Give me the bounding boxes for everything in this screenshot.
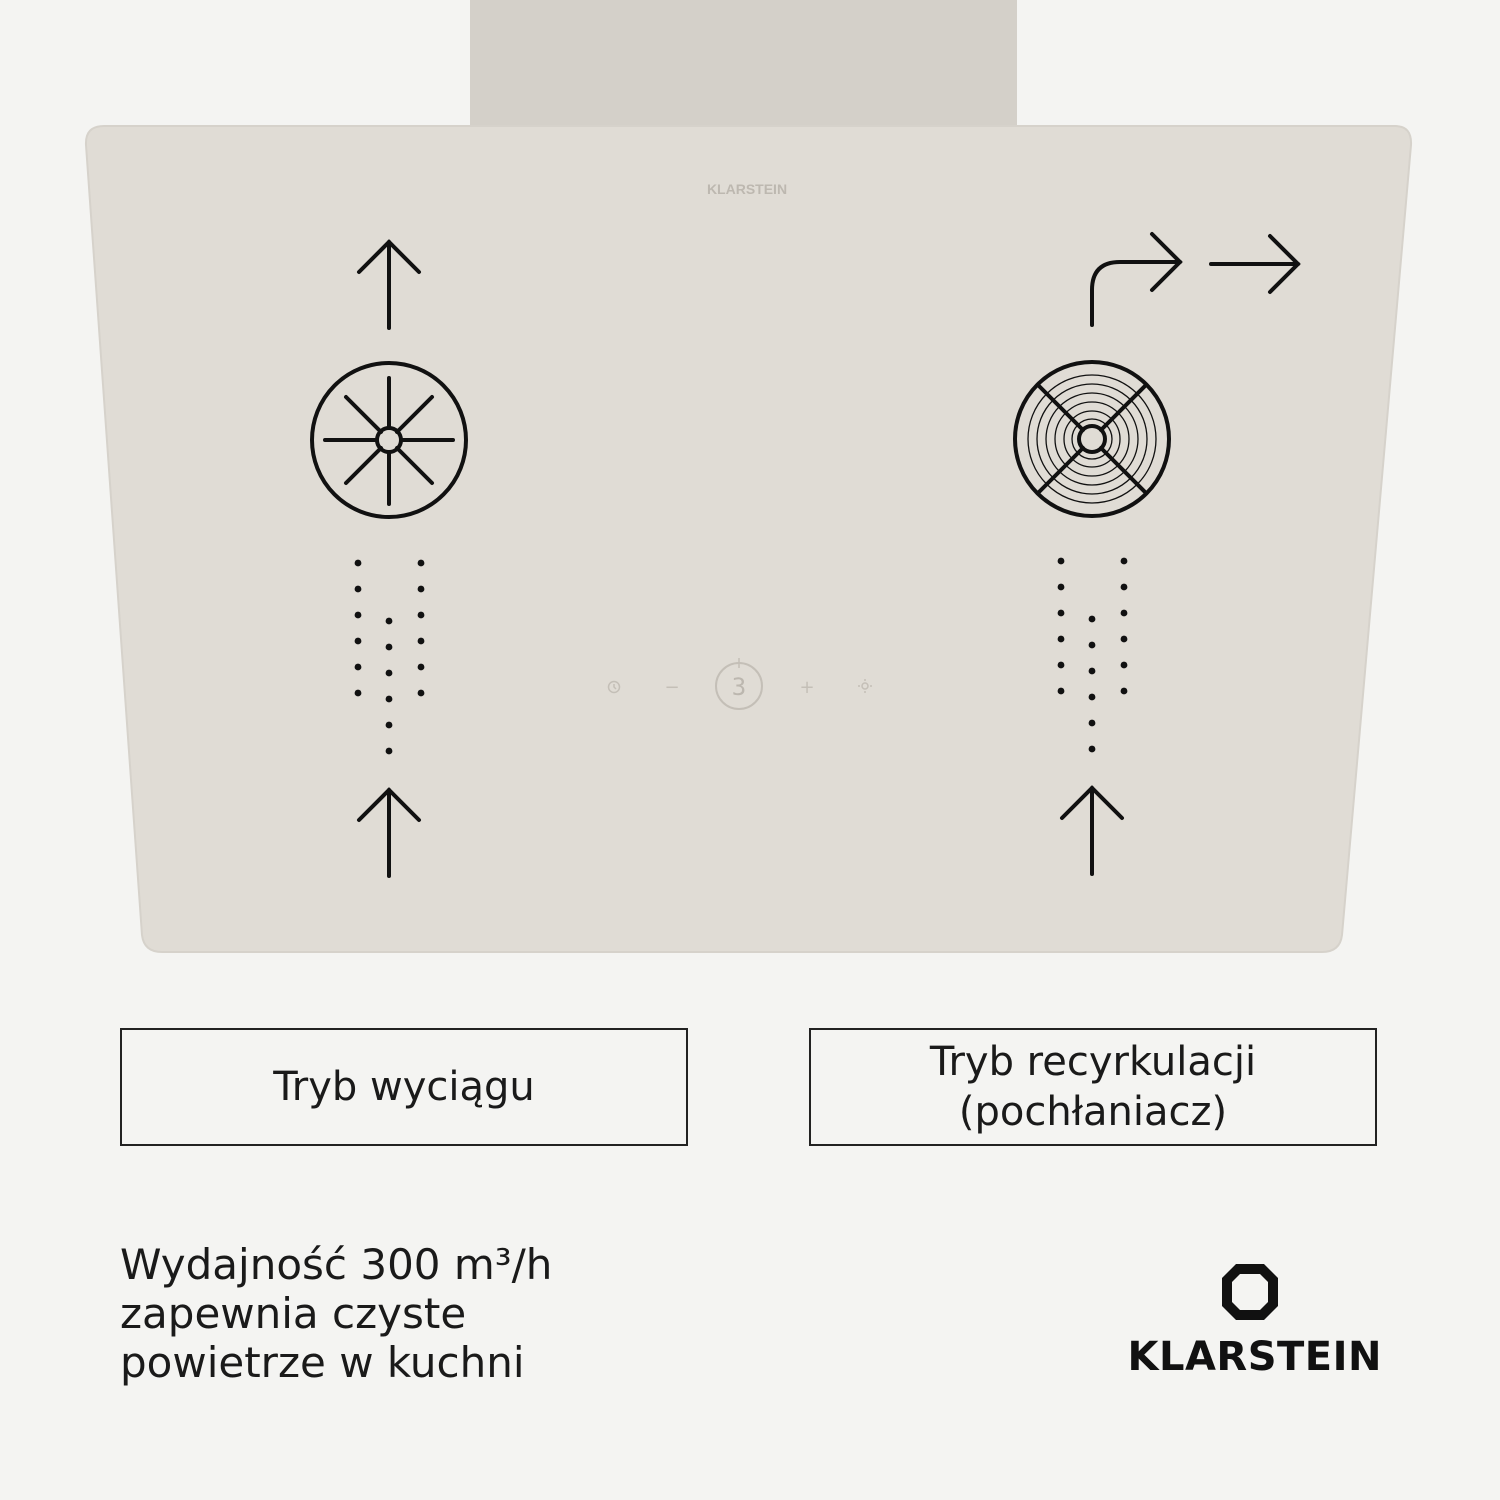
extraction-mode-label-box <box>120 1028 688 1146</box>
tagline-line-1: Wydajność 300 m³/h <box>120 1240 553 1289</box>
airflow-dot <box>1089 642 1096 649</box>
airflow-dot <box>386 696 393 703</box>
airflow-dot <box>386 722 393 729</box>
airflow-dot <box>1058 558 1065 565</box>
airflow-dot <box>386 748 393 755</box>
brand-block <box>1120 1262 1390 1392</box>
fan-level-value: 3 <box>731 673 747 701</box>
airflow-dot <box>418 560 425 567</box>
airflow-dot <box>1121 610 1128 617</box>
hood-chimney <box>470 0 1017 132</box>
airflow-dot <box>1121 688 1128 695</box>
airflow-dot <box>1058 610 1065 617</box>
hood-glass-panel <box>86 126 1411 952</box>
tagline-line-2: zapewnia czyste <box>120 1289 467 1338</box>
airflow-dot <box>386 670 393 677</box>
airflow-dot <box>386 644 393 651</box>
airflow-dot <box>418 612 425 619</box>
airflow-dot <box>1089 694 1096 701</box>
airflow-dot <box>1121 558 1128 565</box>
airflow-dot <box>1089 720 1096 727</box>
airflow-dot <box>418 586 425 593</box>
extraction-mode-label: Tryb wyciągu <box>273 1064 535 1110</box>
performance-tagline <box>120 1240 820 1387</box>
airflow-dot <box>386 618 393 625</box>
airflow-dot <box>355 612 362 619</box>
airflow-dot <box>355 560 362 567</box>
airflow-dot <box>418 690 425 697</box>
airflow-dot <box>1089 668 1096 675</box>
minus-button[interactable]: − <box>664 677 680 698</box>
airflow-dot <box>1089 616 1096 623</box>
airflow-dot <box>418 664 425 671</box>
airflow-dot <box>355 638 362 645</box>
tagline-line-3: powietrze w kuchni <box>120 1338 525 1387</box>
airflow-dot <box>355 586 362 593</box>
recirculation-mode-label-box <box>809 1028 1377 1146</box>
plus-button[interactable]: + <box>799 677 815 698</box>
airflow-dot <box>1058 662 1065 669</box>
airflow-dot <box>1058 636 1065 643</box>
airflow-dot <box>355 690 362 697</box>
airflow-dot <box>355 664 362 671</box>
airflow-dot <box>1058 688 1065 695</box>
airflow-dot <box>1089 746 1096 753</box>
recirculation-mode-sublabel: (pochłaniacz) <box>958 1089 1228 1135</box>
airflow-dot <box>1121 584 1128 591</box>
airflow-dot <box>418 638 425 645</box>
hood-panel-brand: KLARSTEIN <box>706 181 788 197</box>
airflow-dot <box>1121 662 1128 669</box>
recirculation-mode-label: Tryb recyrkulacji <box>929 1039 1257 1085</box>
airflow-dot <box>1121 636 1128 643</box>
brand-name: KLARSTEIN <box>1127 1334 1382 1380</box>
airflow-dot <box>1058 584 1065 591</box>
klarstein-diamond-logo-icon <box>1220 1262 1280 1322</box>
